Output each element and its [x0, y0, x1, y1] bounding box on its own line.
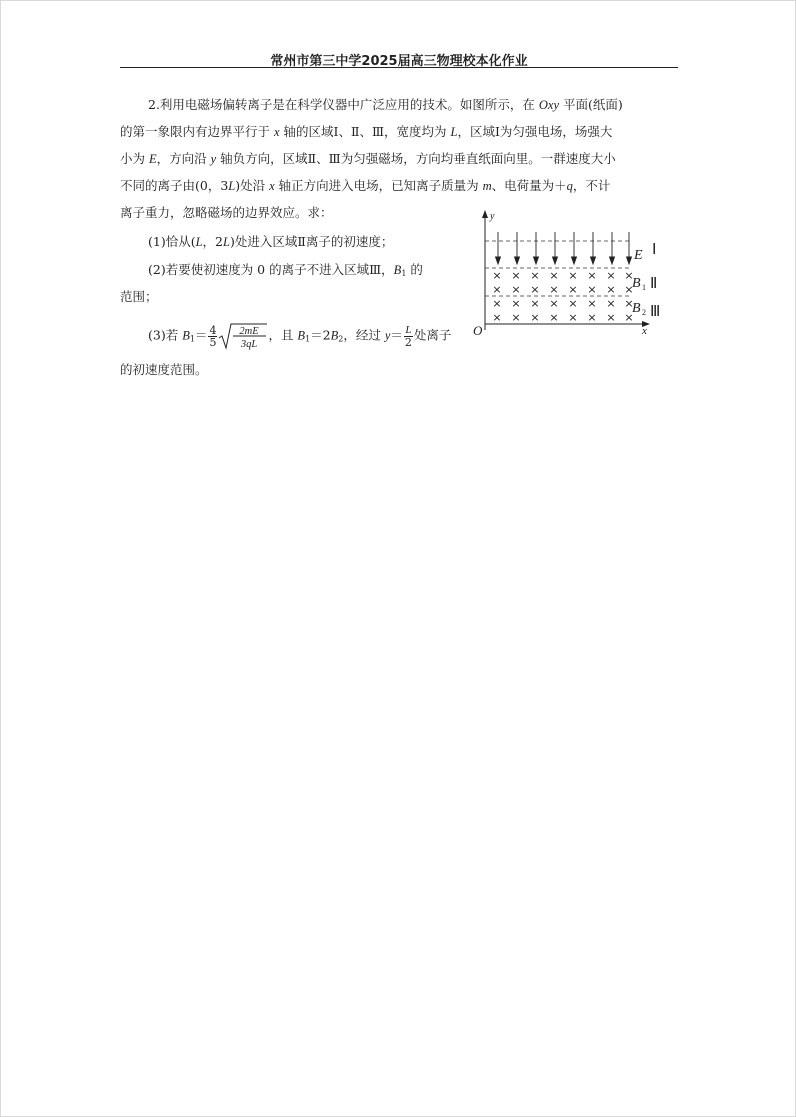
magnetic-field-cross: ×	[492, 283, 502, 296]
field-label-B1-sub: 1	[642, 283, 646, 292]
magnetic-field-cross: ×	[606, 311, 616, 324]
magnetic-field-cross: ×	[492, 297, 502, 310]
problem-line-5: 离子重力，忽略磁场的边界效应。求：	[120, 205, 333, 220]
problem-line-1: 2.利用电磁场偏转离子是在科学仪器中广泛应用的技术。如图所示，在 Oxy 平面(纸面)	[148, 97, 623, 112]
magnetic-field-cross: ×	[568, 297, 578, 310]
magnetic-field-cross: ×	[624, 269, 634, 282]
magnetic-field-cross: ×	[511, 311, 521, 324]
electric-field-arrows	[496, 232, 632, 264]
field-label-E: E	[634, 248, 643, 263]
problem-line-3: 小为 E，方向沿 y 轴负方向，区域Ⅱ、Ⅲ为匀强磁场，方向均垂直纸面向里。一群速度大小	[120, 151, 616, 166]
magnetic-field-cross: ×	[549, 297, 559, 310]
field-regions-figure	[472, 206, 668, 340]
origin-label: O	[473, 323, 483, 338]
magnetic-field-cross: ×	[511, 297, 521, 310]
field-label-B1: B	[632, 276, 641, 291]
field-label-B2-sub: 2	[642, 308, 646, 317]
magnetic-field-cross: ×	[568, 283, 578, 296]
magnetic-field-cross: ×	[624, 311, 634, 324]
region-3-label: Ⅲ	[650, 304, 661, 320]
magnetic-field-cross: ×	[587, 297, 597, 310]
field-label-B2: B	[632, 301, 641, 316]
magnetic-field-cross: ×	[511, 269, 521, 282]
fraction-L-2: $\frac{L}{2}$	[404, 323, 412, 349]
sqrt-denominator: 3qL	[241, 339, 258, 350]
question-2-line-2: 范围；	[120, 289, 158, 304]
magnetic-field-cross: ×	[606, 297, 616, 310]
question-1: (1)恰从(L，2L)处进入区域Ⅱ离子的初速度；	[148, 234, 394, 249]
magnetic-field-cross: ×	[568, 311, 578, 324]
magnetic-field-crosses	[492, 269, 633, 324]
magnetic-field-cross: ×	[492, 269, 502, 282]
magnetic-field-cross: ×	[549, 283, 559, 296]
header-rule	[120, 67, 678, 68]
magnetic-field-cross: ×	[624, 297, 634, 310]
page-header-title: 常州市第三中学2025届高三物理校本化作业	[270, 54, 528, 69]
magnetic-field-cross: ×	[568, 269, 578, 282]
region-1-label: Ⅰ	[652, 242, 657, 258]
question-3-line-1: (3)若 $B_1=$ $\frac{4}{5}$ 2mE 3qL ，且 $B_1=2B_2$，经过 y＝ $\frac{L}{2}$ 处离子	[148, 323, 452, 350]
x-axis-label: x	[642, 325, 647, 337]
magnetic-field-cross: ×	[492, 311, 502, 324]
magnetic-field-cross: ×	[549, 311, 559, 324]
sqrt-expression	[218, 322, 268, 350]
magnetic-field-cross: ×	[530, 269, 540, 282]
magnetic-field-cross: ×	[587, 283, 597, 296]
sqrt-numerator: 2mE	[239, 326, 260, 337]
magnetic-field-cross: ×	[606, 269, 616, 282]
fraction-4-5: $\frac{4}{5}$	[209, 323, 217, 349]
question-3-line-2: 的初速度范围。	[120, 362, 208, 377]
problem-line-4: 不同的离子由(0，3L)处沿 x 轴正方向进入电场，已知离子质量为 m、电荷量为＋q，不计	[120, 178, 611, 193]
magnetic-field-cross: ×	[530, 283, 540, 296]
y-axis-arrow	[482, 210, 488, 218]
magnetic-field-cross: ×	[587, 269, 597, 282]
magnetic-field-cross: ×	[549, 269, 559, 282]
question-2-line-1: (2)若要使初速度为 0 的离子不进入区域Ⅲ，$B_1$ 的	[148, 262, 423, 278]
magnetic-field-cross: ×	[587, 311, 597, 324]
region-2-label: Ⅱ	[650, 276, 658, 292]
magnetic-field-cross: ×	[530, 311, 540, 324]
y-axis-label: y	[490, 211, 495, 222]
magnetic-field-cross: ×	[530, 297, 540, 310]
magnetic-field-cross: ×	[624, 283, 634, 296]
magnetic-field-cross: ×	[511, 283, 521, 296]
magnetic-field-cross: ×	[606, 283, 616, 296]
problem-line-2: 的第一象限内有边界平行于 x 轴的区域Ⅰ、Ⅱ、Ⅲ，宽度均为 L，区域Ⅰ为匀强电场，场强大	[120, 124, 613, 139]
